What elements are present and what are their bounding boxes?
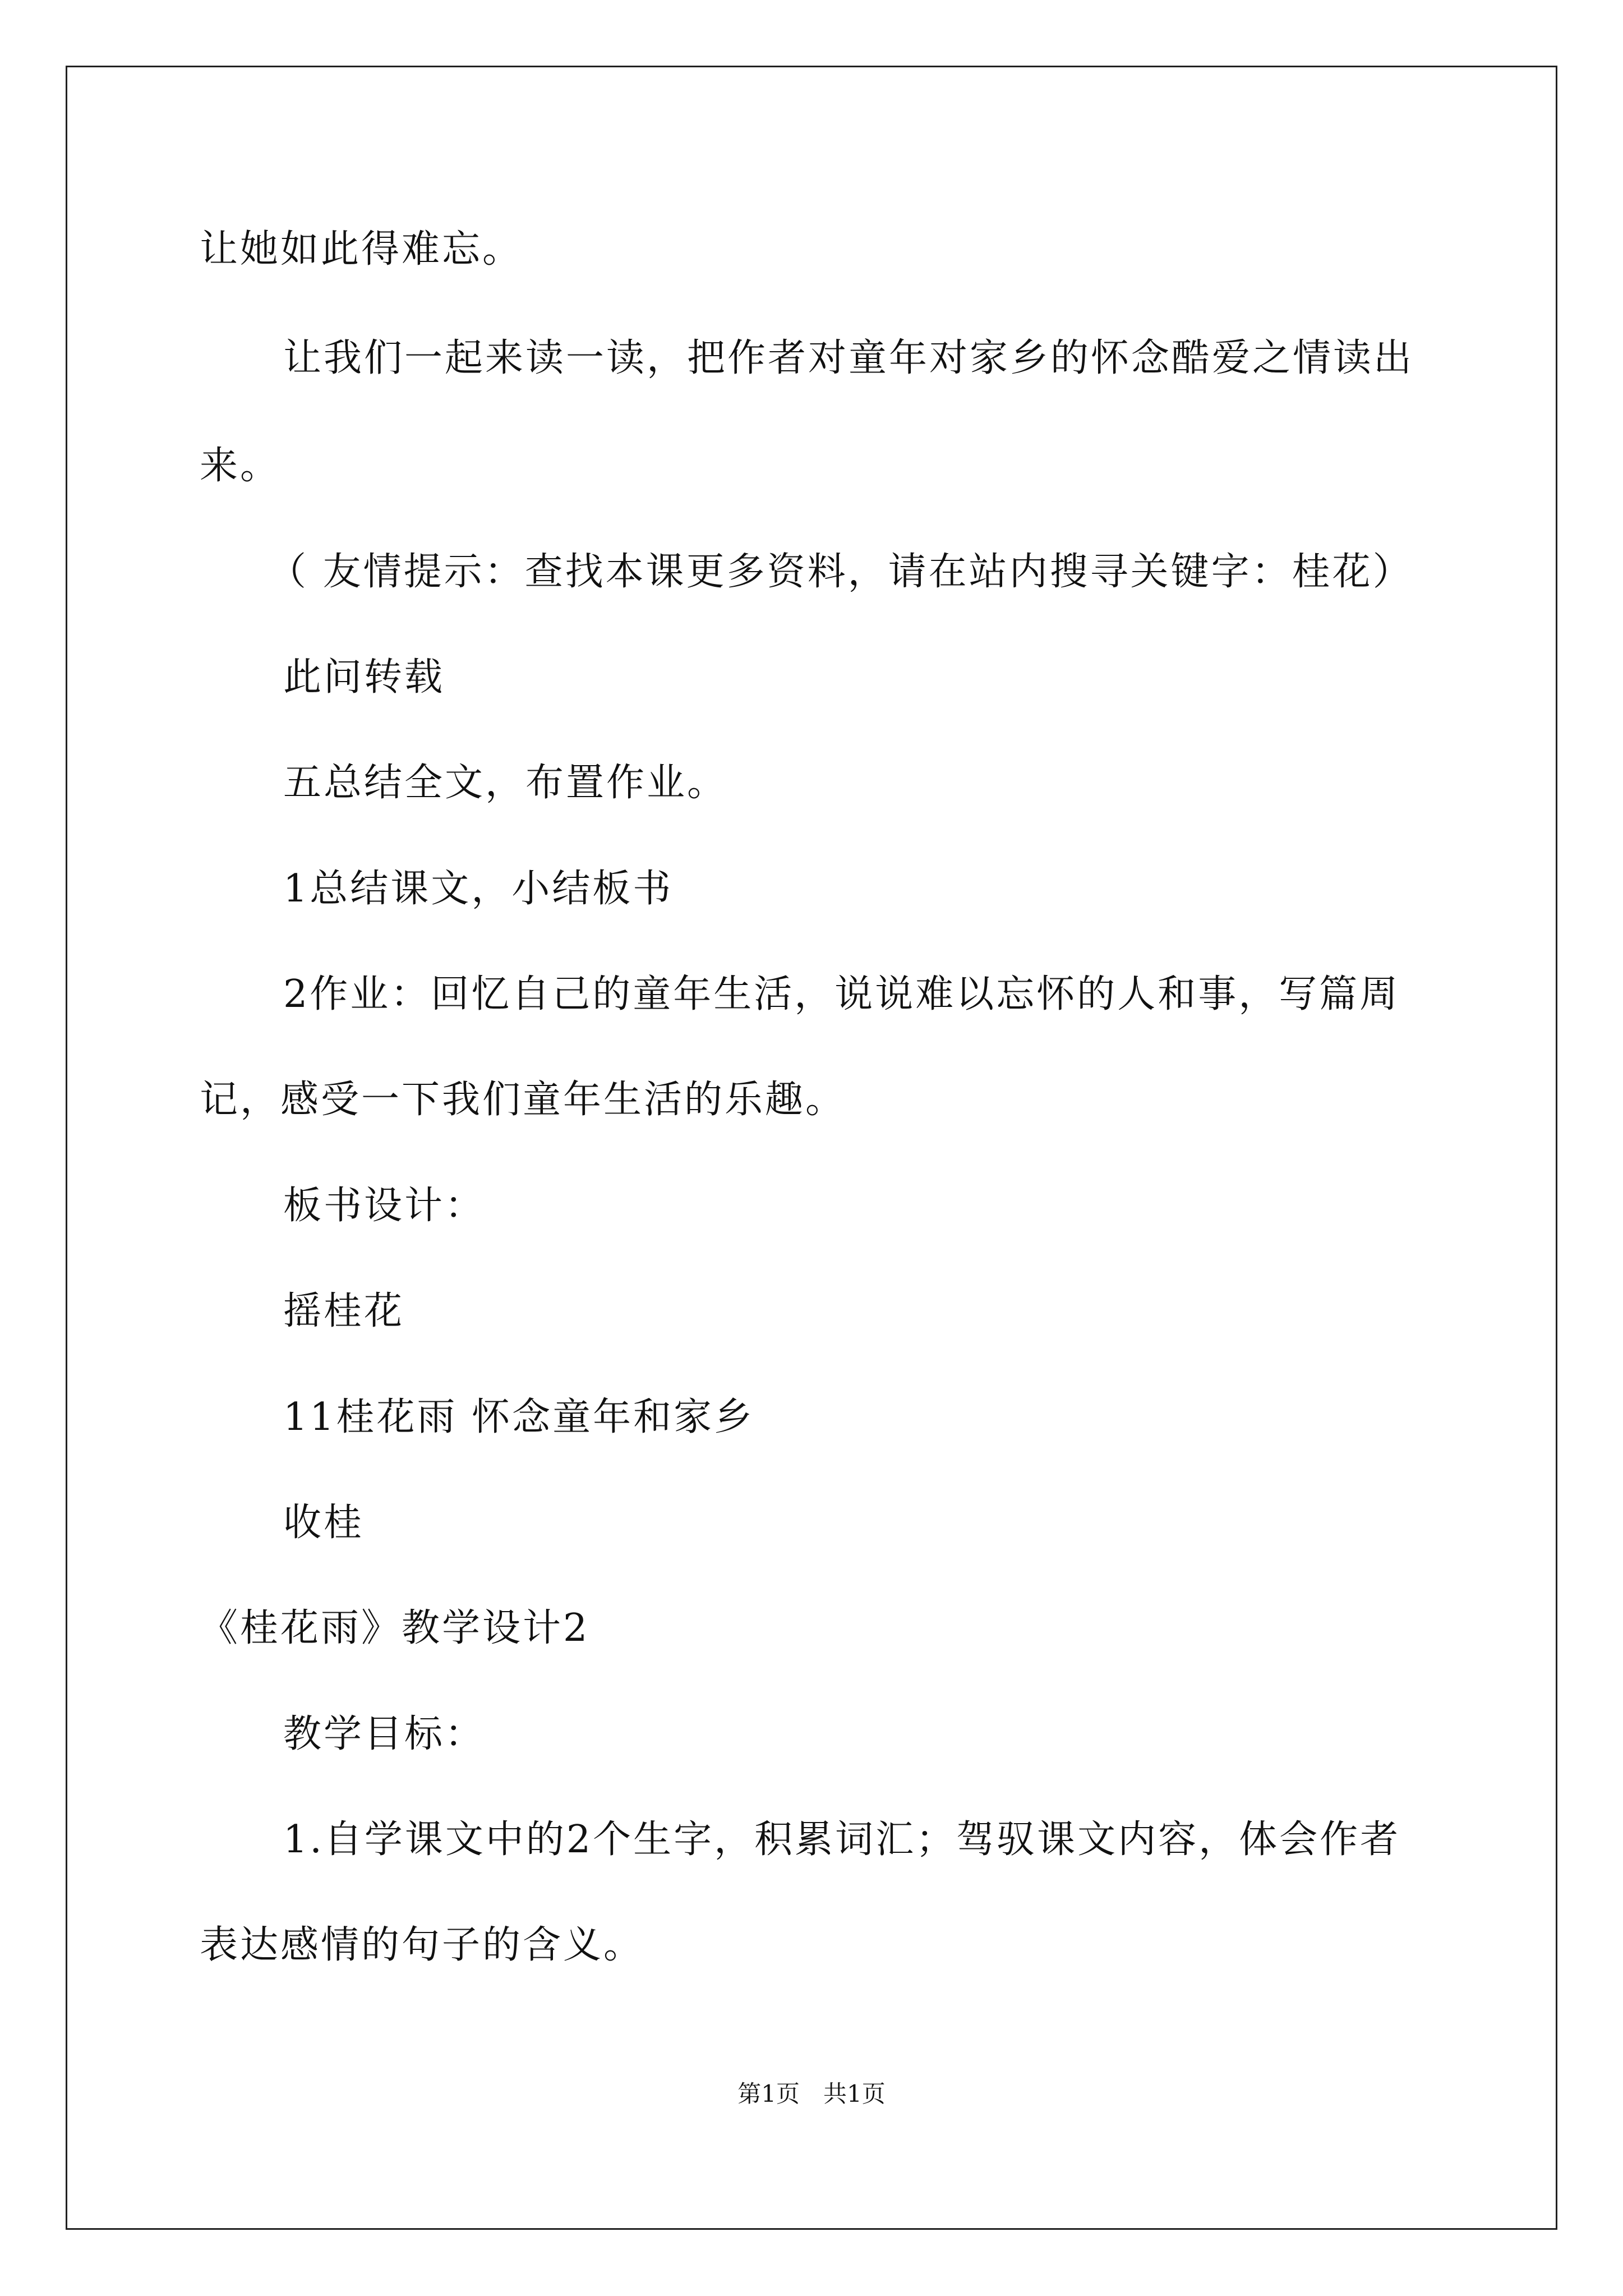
text-line: （ 友情提示：查找本课更多资料，请在站内搜寻关键字：桂花）: [268, 550, 1413, 594]
text-line: 教学目标：: [283, 1712, 486, 1756]
text-line: 让她如此得难忘。: [200, 227, 523, 272]
text-line: 五总结全文，布置作业。: [283, 761, 728, 805]
text-line: 此问转载: [283, 655, 445, 700]
text-line: 板书设计：: [283, 1184, 486, 1228]
text-line: 11桂花雨 怀念童年和家乡: [283, 1395, 755, 1439]
page-number-footer: 第1页 共1页: [737, 2080, 886, 2108]
text-line: 让我们一起来读一读，把作者对童年对家乡的怀念酷爱之情读出: [283, 336, 1414, 380]
text-line: 来。: [200, 444, 281, 488]
text-line: 1总结课文，小结板书: [283, 867, 674, 911]
section-heading: 《桂花雨》教学设计2: [200, 1606, 590, 1650]
text-line: 摇桂花: [283, 1289, 405, 1333]
text-line: 1.自学课文中的2个生字，积累词汇；驾驭课文内容，体会作者: [283, 1818, 1401, 1862]
text-line: 2作业：回忆自己的童年生活，说说难以忘怀的人和事，写篇周: [283, 972, 1400, 1016]
text-line: 收桂: [283, 1501, 365, 1545]
text-line: 记，感受一下我们童年生活的乐趣。: [200, 1078, 846, 1122]
text-line: 表达感情的句子的含义。: [200, 1923, 644, 1967]
page-border: [66, 66, 1557, 2230]
